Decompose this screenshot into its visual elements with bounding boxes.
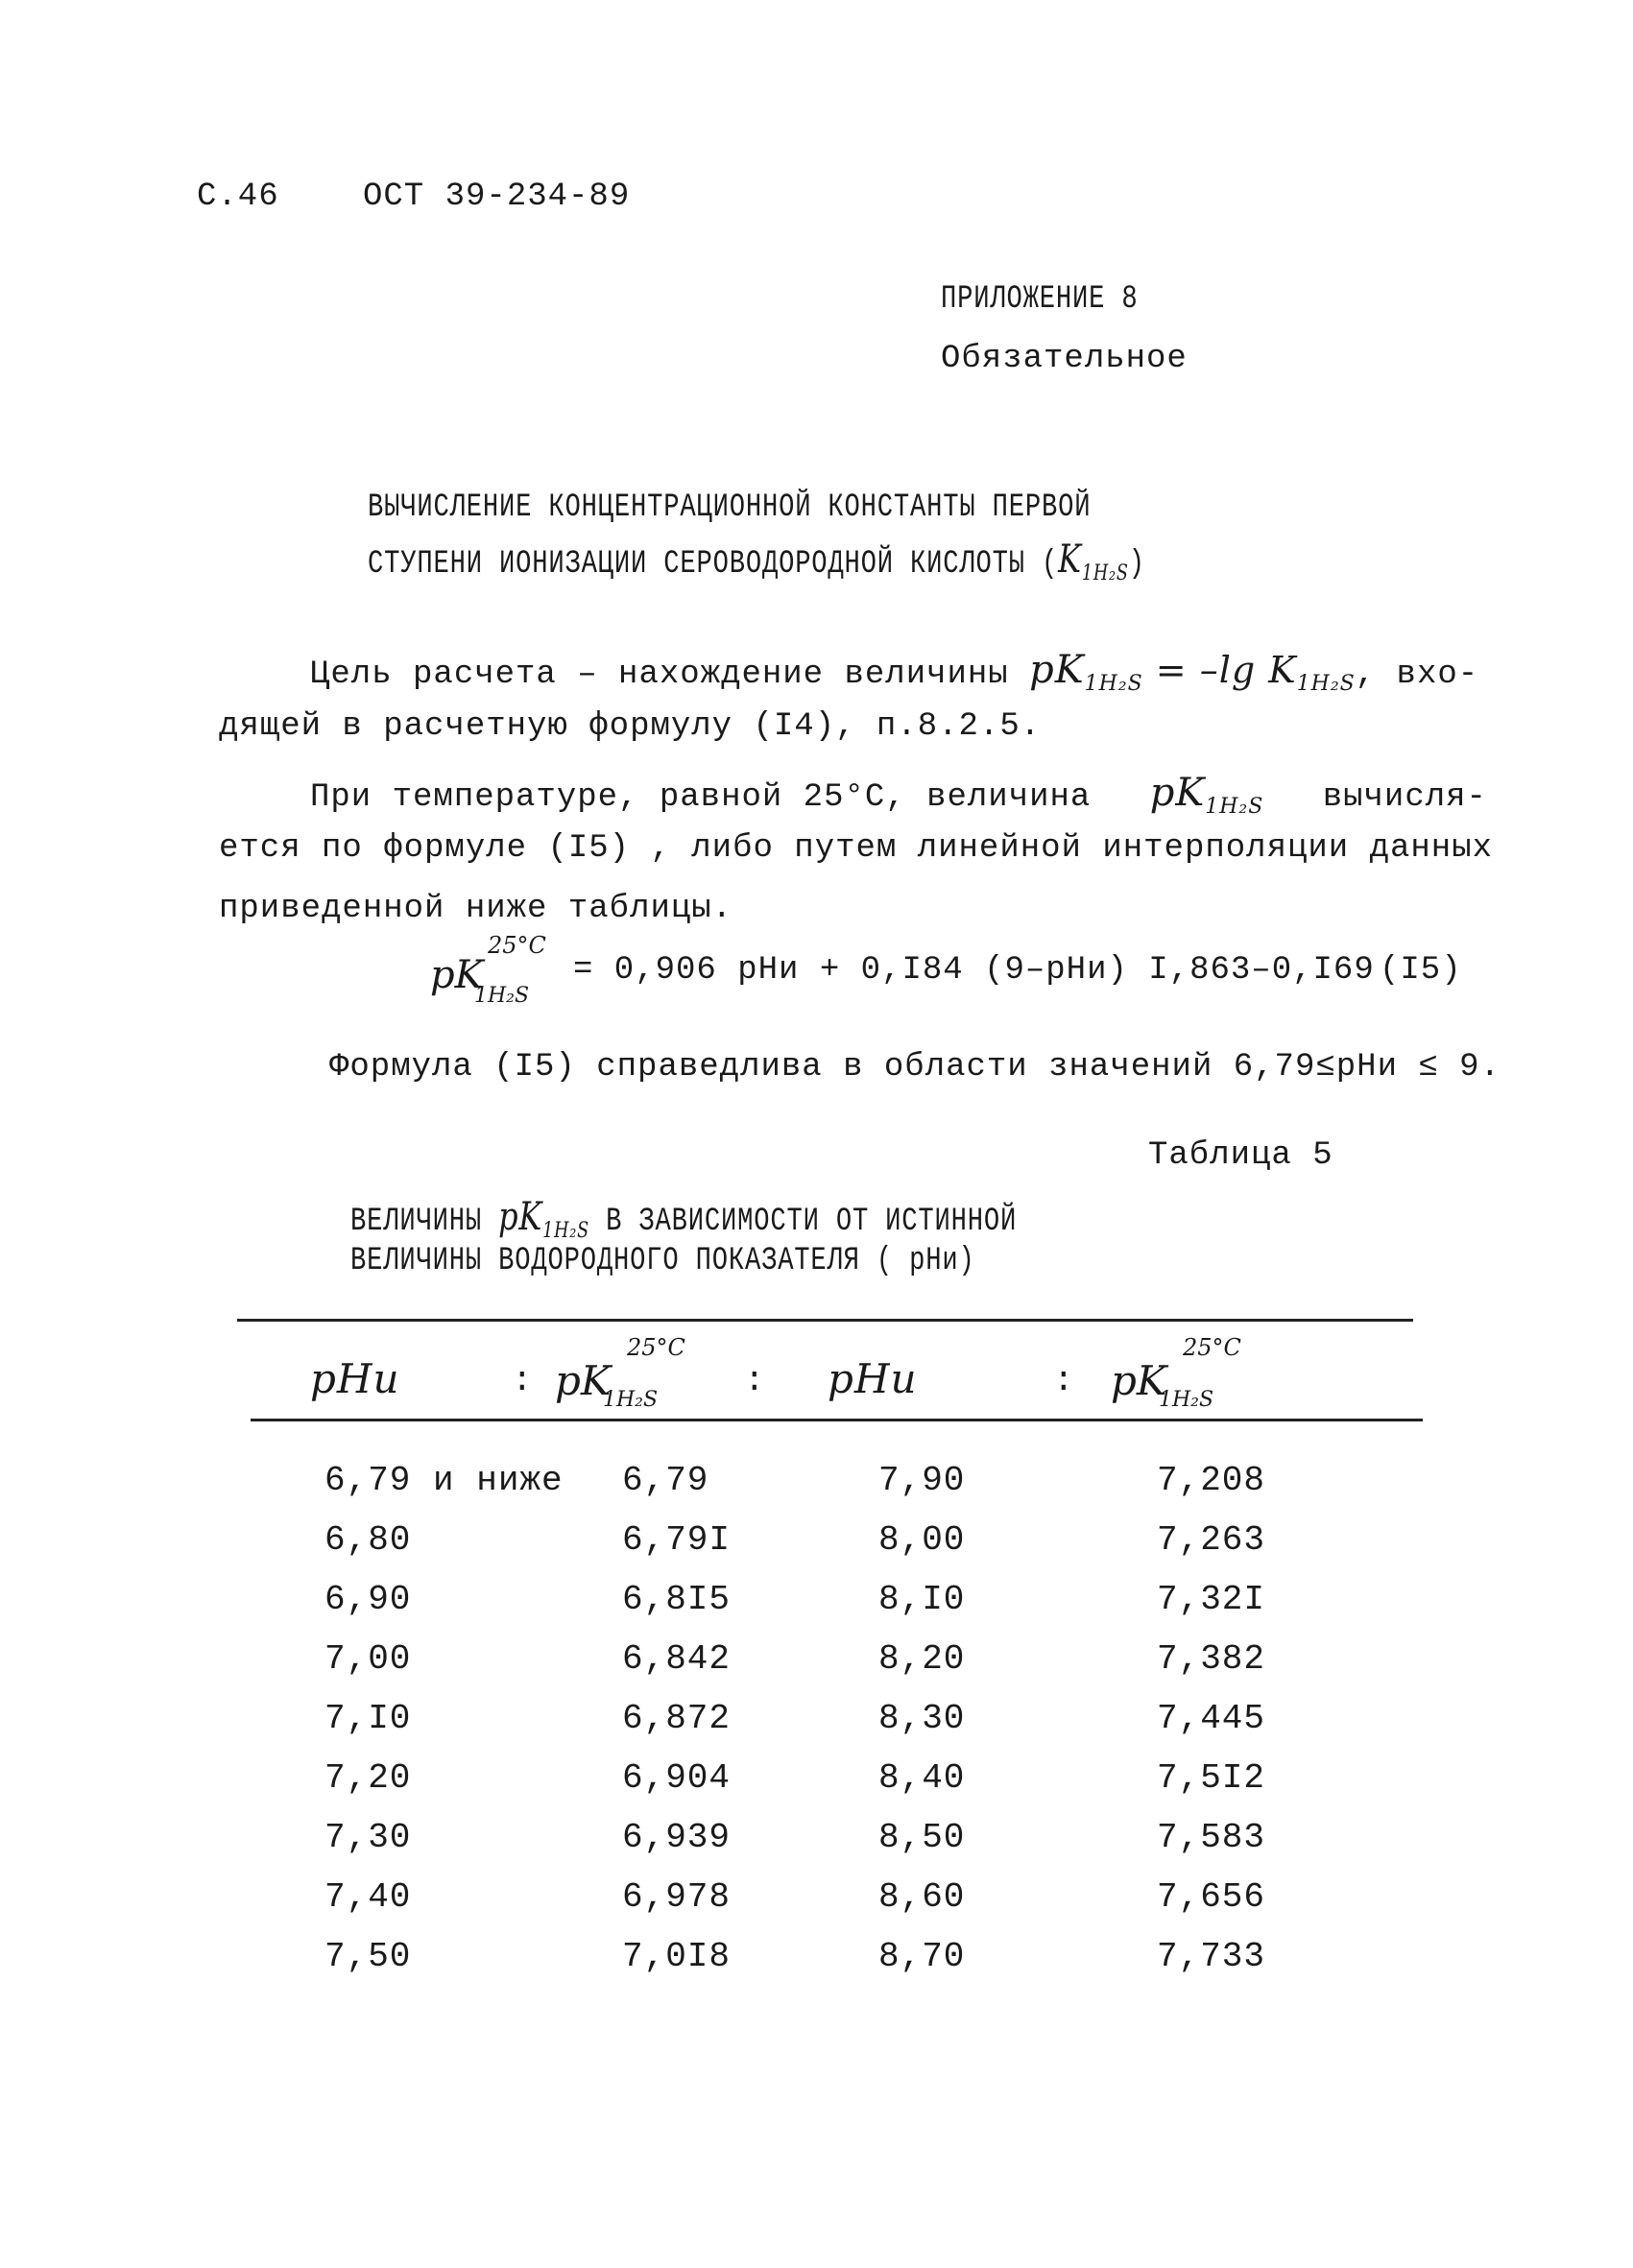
standard-code: ОСТ 39-234-89	[363, 179, 631, 215]
cell-pk: 6,79	[622, 1461, 709, 1500]
cell-pk2: 7,583	[1157, 1818, 1266, 1857]
cell-phi: 6,79 и ниже	[324, 1461, 564, 1500]
table-top-rule	[237, 1319, 1413, 1322]
cell-phi2: 8,20	[878, 1639, 966, 1679]
table-caption-line1: ВЕЛИЧИНЫ $pK_{1H_2S}$ В ЗАВИСИМОСТИ ОТ ИСТИННОЙ	[350, 1195, 1018, 1243]
cell-pk2: 7,733	[1157, 1937, 1266, 1976]
cell-pk: 6,872	[622, 1699, 732, 1738]
cell-pk2: 7,5I2	[1157, 1758, 1266, 1798]
formula-lhs: 25°C pK 1H₂S	[430, 932, 546, 1008]
para2-line2: ется по формуле (I5) , либо путем линейной интерполяции данных	[219, 830, 1494, 867]
header-sep1: :	[512, 1361, 534, 1400]
cell-phi: 7,00	[324, 1639, 412, 1679]
section-title-line2: СТУПЕНИ ИОНИЗАЦИИ СЕРОВОДОРОДНОЙ КИСЛОТЫ $(K_{1H_2S})$	[368, 537, 1145, 585]
formula-number: (I5)	[1380, 952, 1462, 989]
header-col2: 25°C pK 1H₂S	[555, 1334, 685, 1412]
para1-line1: Цель расчета – нахождение величины $pK_{1H_2S} = -\lg$ $K_{1H_2S}$, вхо-	[310, 648, 1479, 696]
cell-pk2: 7,382	[1157, 1639, 1266, 1679]
header-sep3: :	[1053, 1361, 1075, 1400]
cell-pk2: 7,445	[1157, 1699, 1266, 1738]
cell-phi2: 8,70	[878, 1937, 966, 1976]
header-col3: pHи	[828, 1355, 918, 1402]
page-number: С.46	[197, 179, 279, 215]
cell-pk2: 7,263	[1157, 1520, 1266, 1560]
cell-pk2: 7,208	[1157, 1461, 1266, 1500]
para2-line3: приведенной ниже таблицы.	[219, 891, 733, 927]
cell-pk2: 7,656	[1157, 1877, 1266, 1917]
section-title-line1: ВЫЧИСЛЕНИЕ КОНЦЕНТРАЦИОННОЙ КОНСТАНТЫ ПЕРВОЙ	[368, 489, 1092, 526]
para2-line1: При температуре, равной 25°С, величина $pK_{1H_2S}$ вычисля-	[310, 771, 1487, 819]
cell-phi2: 8,I0	[878, 1580, 966, 1619]
cell-phi2: 8,60	[878, 1877, 966, 1917]
table-header-rule	[251, 1419, 1423, 1421]
cell-phi: 7,I0	[324, 1699, 412, 1738]
cell-pk: 6,8I5	[622, 1580, 732, 1619]
cell-phi: 7,30	[324, 1818, 412, 1857]
cell-phi2: 8,30	[878, 1699, 966, 1738]
validity-note: Формула (I5) справедлива в области значений 6,79≤pHи ≤ 9.	[329, 1049, 1501, 1086]
cell-phi2: 8,00	[878, 1520, 966, 1560]
cell-pk: 6,978	[622, 1877, 732, 1917]
cell-phi: 7,40	[324, 1877, 412, 1917]
header-col4: 25°C pK 1H₂S	[1111, 1334, 1241, 1412]
cell-phi: 7,20	[324, 1758, 412, 1798]
table-label: Таблица 5	[1148, 1137, 1333, 1174]
cell-pk: 6,79I	[622, 1520, 732, 1560]
k-symbol: K	[1058, 537, 1082, 582]
formula-rhs: = 0,906 pHи + 0,I84 (9–pHи) I,863–0,I69	[573, 952, 1375, 989]
para1-line2: дящей в расчетную формулу (I4), п.8.2.5.	[219, 708, 1042, 745]
cell-phi2: 8,40	[878, 1758, 966, 1798]
cell-pk: 6,842	[622, 1639, 732, 1679]
appendix-status: Обязательное	[941, 341, 1188, 377]
cell-pk: 7,0I8	[622, 1937, 732, 1976]
cell-pk: 6,939	[622, 1818, 732, 1857]
header-sep2: :	[744, 1361, 766, 1400]
table-caption-line2: ВЕЛИЧИНЫ ВОДОРОДНОГО ПОКАЗАТЕЛЯ ( pHи)	[350, 1243, 975, 1279]
cell-pk2: 7,32I	[1157, 1580, 1266, 1619]
cell-phi: 7,50	[324, 1937, 412, 1976]
cell-phi2: 8,50	[878, 1818, 966, 1857]
cell-phi2: 7,90	[878, 1461, 966, 1500]
cell-pk: 6,904	[622, 1758, 732, 1798]
cell-phi: 6,90	[324, 1580, 412, 1619]
cell-phi: 6,80	[324, 1520, 412, 1560]
header-col1: pHи	[310, 1355, 400, 1402]
appendix-title: ПРИЛОЖЕНИЕ 8	[941, 281, 1139, 318]
